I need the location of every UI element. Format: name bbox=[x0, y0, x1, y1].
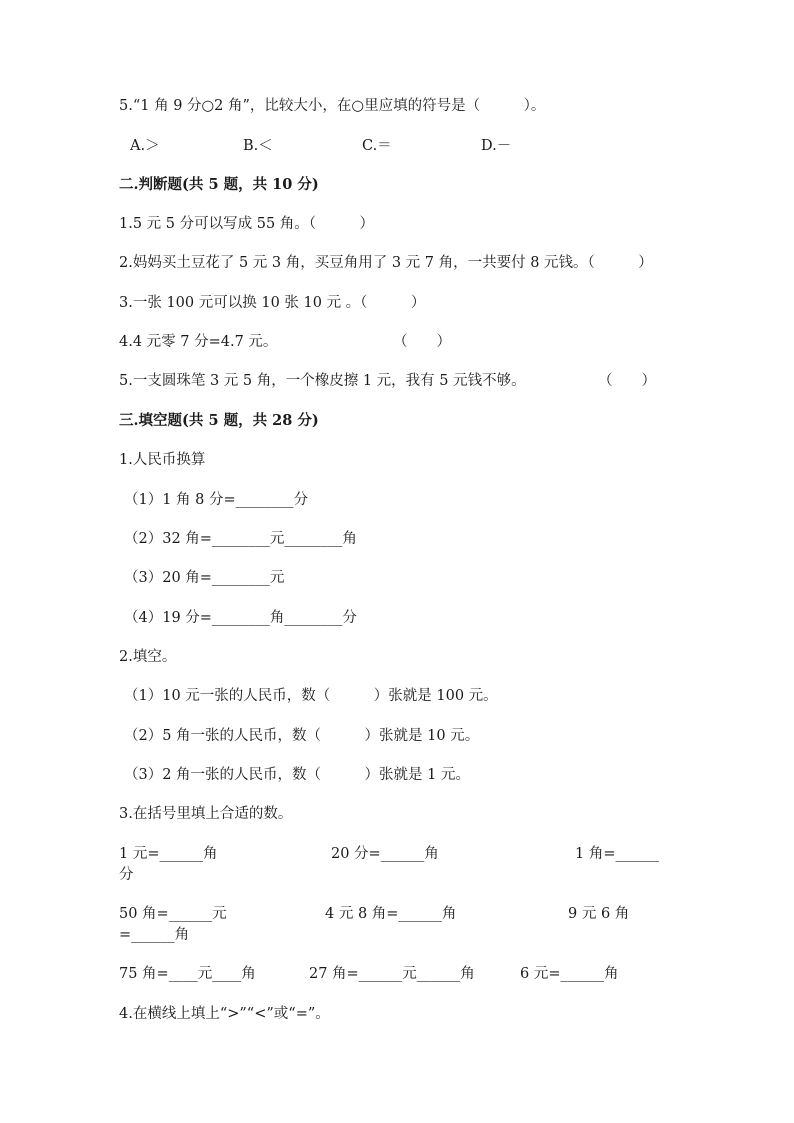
fill-q3-cell: 75 角=____元____角 bbox=[119, 966, 256, 982]
judge-item-1: 1.5 元 5 分可以写成 55 角。（ ） bbox=[119, 216, 375, 232]
fill-q4-title: 4.在横线上填上“>”“<”或“=”。 bbox=[119, 1006, 330, 1022]
judge-item-5-paren: （ ） bbox=[598, 373, 656, 389]
fill-q3-cell: 1 元=______角 bbox=[119, 846, 218, 862]
section-3-title: 三.填空题(共 5 题，共 28 分) bbox=[119, 412, 319, 429]
fill-q2-item: （1）10 元一张的人民币，数（ ）张就是 100 元。 bbox=[124, 688, 498, 704]
fill-q3-cell: 9 元 6 角 bbox=[568, 906, 630, 922]
option-b: B.＜ bbox=[243, 138, 273, 154]
fill-q2-item: （2）5 角一张的人民币，数（ ）张就是 10 元。 bbox=[124, 728, 480, 744]
fill-q1-item: （3）20 角=________元 bbox=[124, 570, 285, 586]
fill-q3-cell: 6 元=______角 bbox=[520, 966, 619, 982]
judge-item-2: 2.妈妈买土豆花了 5 元 3 角，买豆角用了 3 元 7 角，一共要付 8 元钱。（ ） bbox=[119, 255, 653, 271]
fill-q3-cell-wrap: =______角 bbox=[119, 927, 190, 943]
option-d: D.－ bbox=[481, 138, 512, 154]
question-5: 5.“1 角 9 分○2 角”，比较大小，在○里应填的符号是（ ）。 bbox=[119, 98, 546, 114]
fill-q3-title: 3.在括号里填上合适的数。 bbox=[119, 806, 293, 822]
fill-q1-title: 1.人民币换算 bbox=[119, 452, 206, 468]
fill-q1-item: （4）19 分=________角________分 bbox=[124, 610, 357, 626]
option-a: A.＞ bbox=[130, 138, 160, 154]
fill-q3-cell: 20 分=______角 bbox=[331, 846, 439, 862]
fill-q2-title: 2.填空。 bbox=[119, 649, 177, 665]
fill-q3-cell: 4 元 8 角=______角 bbox=[325, 906, 457, 922]
option-c: C.＝ bbox=[362, 138, 392, 154]
fill-q3-cell-wrap: 分 bbox=[119, 867, 134, 883]
judge-item-5: 5.一支圆珠笔 3 元 5 角，一个橡皮擦 1 元，我有 5 元钱不够。 bbox=[119, 373, 526, 389]
fill-q2-item: （3）2 角一张的人民币，数（ ）张就是 1 元。 bbox=[124, 767, 471, 783]
section-2-title: 二.判断题(共 5 题，共 10 分) bbox=[119, 176, 319, 193]
judge-item-4-paren: （ ） bbox=[393, 334, 451, 350]
fill-q3-cell: 50 角=______元 bbox=[119, 906, 227, 922]
fill-q1-item: （2）32 角=________元________角 bbox=[124, 531, 357, 547]
judge-item-4: 4.4 元零 7 分=4.7 元。 bbox=[119, 334, 278, 350]
fill-q3-cell: 27 角=______元______角 bbox=[309, 966, 475, 982]
judge-item-3: 3.一张 100 元可以换 10 张 10 元 。（ ） bbox=[119, 295, 426, 311]
fill-q1-item: （1）1 角 8 分=________分 bbox=[124, 492, 309, 508]
fill-q3-cell: 1 角=______ bbox=[575, 846, 659, 862]
